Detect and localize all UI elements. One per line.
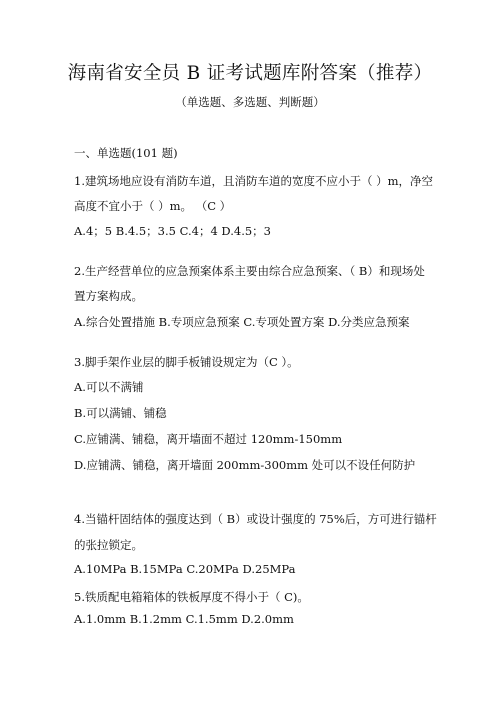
question-1-stem-line-2: 高度不宜小于（ ）m。 （C ） xyxy=(74,199,232,213)
question-1-stem-line-1: 1.建筑场地应设有消防车道，且消防车道的宽度不应小于（ ）m，净空 xyxy=(74,174,434,188)
question-2-stem-line-2: 置方案构成。 xyxy=(74,289,143,303)
question-3-stem: 3.脚手架作业层的脚手板铺设规定为（C ）。 xyxy=(74,355,299,369)
question-3-option-a: A.可以不满铺 xyxy=(74,380,144,394)
section-heading: 一、单选题(101 题) xyxy=(74,146,178,160)
question-4-stem-line-1: 4.当锚杆固结体的强度达到（ B）或设计强度的 75%后，方可进行锚杆 xyxy=(74,512,437,526)
question-5-options: A.1.0mm B.1.2mm C.1.5mm D.2.0mm xyxy=(74,612,294,626)
question-5-stem: 5.铁质配电箱箱体的铁板厚度不得小于（ C)。 xyxy=(74,590,309,604)
question-2-options: A.综合处置措施 B.专项应急预案 C.专项处置方案 D.分类应急预案 xyxy=(74,315,410,329)
document-subtitle: （单选题、多选题、判断题） xyxy=(175,95,325,109)
question-4-stem-line-2: 的张拉锁定。 xyxy=(74,538,143,552)
question-4-options: A.10MPa B.15MPa C.20MPa D.25MPa xyxy=(74,562,296,576)
question-3-option-d: D.应铺满、铺稳，离开墙面 200mm-300mm 处可以不设任何防护 xyxy=(74,458,416,472)
question-1-options: A.4；5 B.4.5；3.5 C.4；4 D.4.5；3 xyxy=(74,224,271,238)
question-3-option-c: C.应铺满、铺稳，离开墙面不超过 120mm-150mm xyxy=(74,432,343,446)
document-title: 海南省安全员 B 证考试题库附答案（推荐） xyxy=(67,63,433,84)
question-2-stem-line-1: 2.生产经营单位的应急预案体系主要由综合应急预案、（ B）和现场处 xyxy=(74,264,425,278)
question-3-option-b: B.可以满铺、铺稳 xyxy=(74,406,167,420)
